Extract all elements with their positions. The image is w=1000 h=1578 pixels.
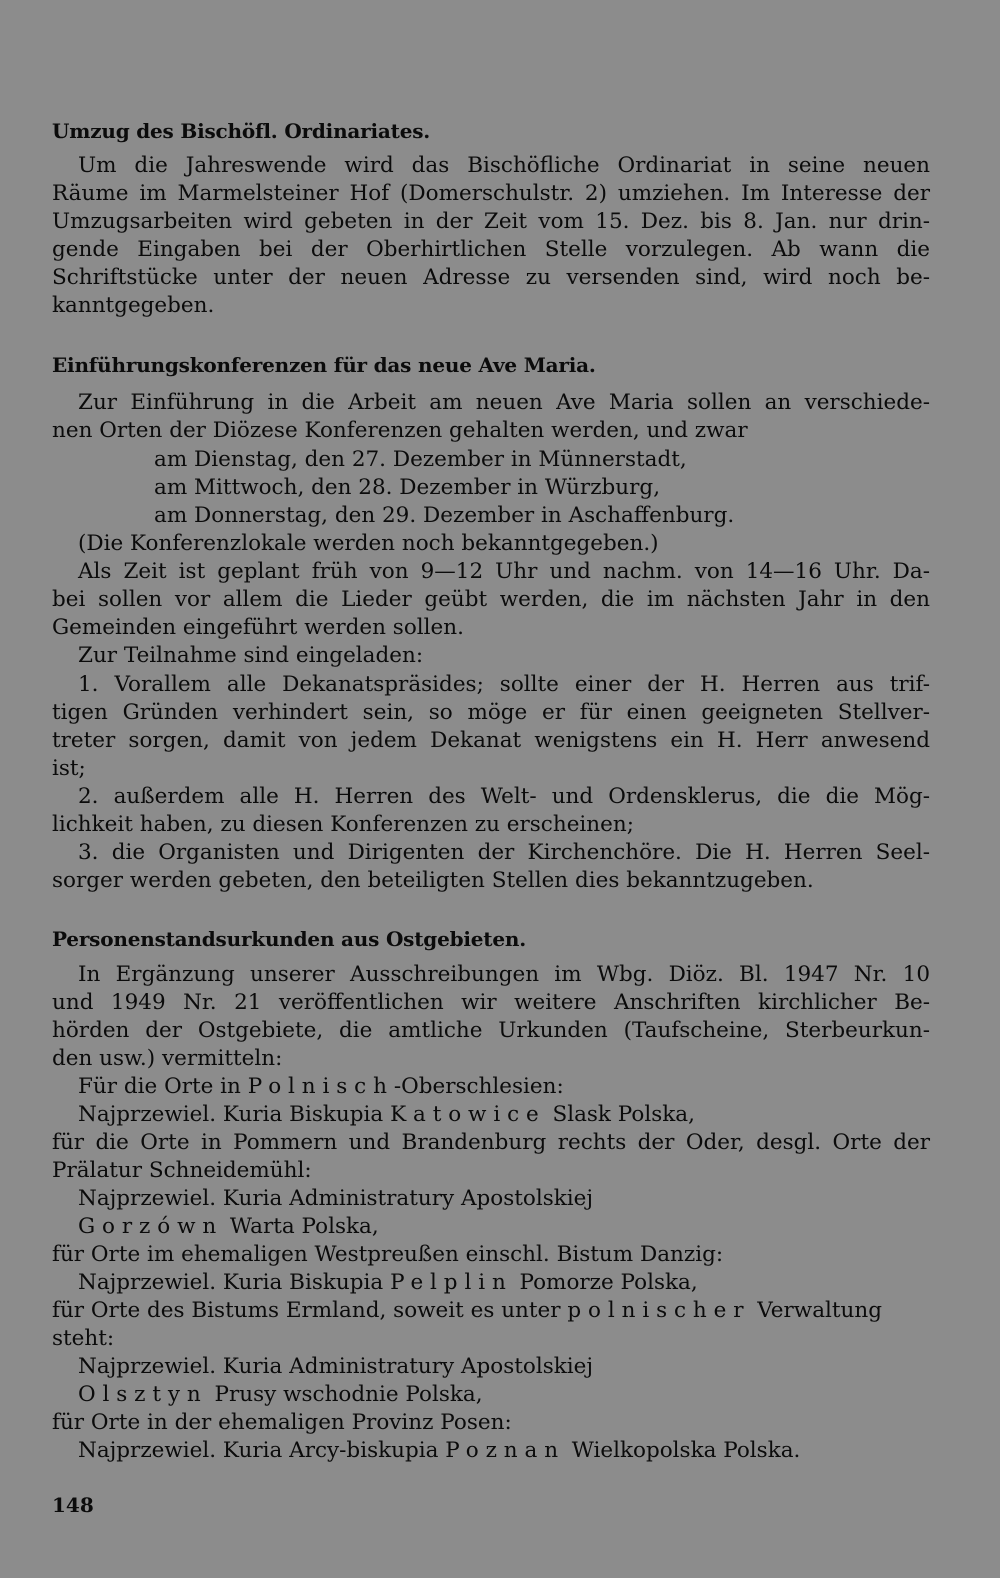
- text-run: Najprzewiel. Kuria Arcy-biskupia: [78, 1438, 446, 1463]
- paragraph-line: In Ergänzung unserer Ausschreibungen im Wbg. Diöz. Bl. 1947 Nr. 10: [78, 962, 930, 987]
- list-item-line: 3. die Organisten und Dirigenten der Kirchenchöre. Die H. Herren Seel-: [78, 840, 930, 865]
- list-item-line: ist;: [52, 756, 86, 781]
- spaced-text: Olsztyn: [78, 1382, 208, 1407]
- text-run: Verwaltung: [750, 1298, 882, 1323]
- spaced-text: Gorzówn: [78, 1214, 224, 1239]
- list-item-line: lichkeit haben, zu diesen Konferenzen zu erscheinen;: [52, 812, 634, 837]
- paragraph-line: nen Orten der Diözese Konferenzen gehalten werden, und zwar: [52, 418, 748, 443]
- paragraph-line: und 1949 Nr. 21 veröffentlichen wir weitere Anschriften kirchlicher Be-: [52, 990, 930, 1015]
- paragraph-line: für Orte in der ehemaligen Provinz Posen:: [52, 1410, 512, 1435]
- paragraph-line: Um die Jahreswende wird das Bischöfliche Ordinariat in seine neuen: [78, 153, 930, 178]
- paragraph-line: gende Eingaben bei der Oberhirtlichen Stelle vorzulegen. Ab wann die: [52, 237, 930, 262]
- spaced-text: Polnisch: [247, 1074, 394, 1099]
- address-line: [78, 1437, 800, 1465]
- paragraph-line: Als Zeit ist geplant früh von 9—12 Uhr und nachm. von 14—16 Uhr. Da-: [78, 559, 930, 584]
- address-line: Najprzewiel. Kuria Administratury Apostolskiej: [78, 1354, 594, 1379]
- text-run: Najprzewiel. Kuria Biskupia: [78, 1102, 391, 1127]
- list-item-line: 1. Vorallem alle Dekanatspräsides; sollte einer der H. Herren aus trif-: [78, 672, 930, 697]
- paragraph-line: Räume im Marmelsteiner Hof (Domerschulstr. 2) umziehen. Im Interesse der: [52, 181, 930, 206]
- address-line: [78, 1213, 379, 1241]
- address-line: [78, 1101, 695, 1129]
- paragraph-line: den usw.) vermitteln:: [52, 1046, 283, 1071]
- address-line: [78, 1381, 483, 1409]
- list-item-line: tigen Gründen verhindert sein, so möge er für einen geeigneten Stellver-: [52, 700, 930, 725]
- section-heading: Umzug des Bischöfl. Ordinariates.: [52, 119, 431, 143]
- paragraph-line: Zur Teilnahme sind eingeladen:: [78, 643, 424, 668]
- paragraph-line: steht:: [52, 1326, 115, 1351]
- paragraph-line: für die Orte in Pommern und Brandenburg rechts der Oder, desgl. Orte der: [52, 1130, 930, 1155]
- address-line: [78, 1073, 564, 1101]
- paragraph-line: bei sollen vor allem die Lieder geübt werden, die im nächsten Jahr in den: [52, 587, 930, 612]
- section-heading: Einführungskonferenzen für das neue Ave Maria.: [52, 353, 596, 377]
- paragraph-line: (Die Konferenzlokale werden noch bekanntgegeben.): [78, 531, 659, 556]
- date-line: am Mittwoch, den 28. Dezember in Würzburg,: [154, 475, 661, 500]
- paragraph-line: Gemeinden eingeführt werden sollen.: [52, 615, 464, 640]
- text-run: -Oberschlesien:: [393, 1074, 564, 1099]
- paragraph-line: für Orte im ehemaligen Westpreußen einschl. Bistum Danzig:: [52, 1242, 724, 1267]
- paragraph-line: Schriftstücke unter der neuen Adresse zu versenden sind, wird noch be-: [52, 265, 930, 290]
- list-item-line: sorger werden gebeten, den beteiligten Stellen dies bekanntzugeben.: [52, 868, 814, 893]
- paragraph-line: Umzugsarbeiten wird gebeten in der Zeit vom 15. Dez. bis 8. Jan. nur drin-: [52, 209, 930, 234]
- spaced-text: Katowice: [390, 1102, 546, 1127]
- paragraph-line: [52, 1297, 882, 1325]
- spaced-text: Poznan: [445, 1438, 565, 1463]
- text-run: Slask Polska,: [545, 1102, 695, 1127]
- spaced-text: Pelplin: [390, 1270, 513, 1295]
- paragraph-line: Zur Einführung in die Arbeit am neuen Ave Maria sollen an verschiede-: [78, 390, 930, 415]
- text-run: Pomorze Polska,: [512, 1270, 698, 1295]
- paragraph-line: hörden der Ostgebiete, die amtliche Urkunden (Taufscheine, Sterbeurkun-: [52, 1018, 930, 1043]
- paragraph-line: Prälatur Schneidemühl:: [52, 1158, 312, 1183]
- text-run: Für die Orte in: [78, 1074, 248, 1099]
- section-heading: Personenstandsurkunden aus Ostgebieten.: [52, 927, 526, 951]
- text-run: Prusy wschodnie Polska,: [207, 1382, 483, 1407]
- text-run: Warta Polska,: [223, 1214, 379, 1239]
- text-run: für Orte des Bistums Ermland, soweit es unter: [52, 1298, 568, 1323]
- address-line: Najprzewiel. Kuria Administratury Apostolskiej: [78, 1186, 594, 1211]
- date-line: am Dienstag, den 27. Dezember in Münnerstadt,: [154, 447, 687, 472]
- list-item-line: 2. außerdem alle H. Herren des Welt- und Ordensklerus, die die Mög-: [78, 784, 930, 809]
- page-number: 148: [52, 1493, 94, 1517]
- paragraph-line: kanntgegeben.: [52, 293, 215, 318]
- date-line: am Donnerstag, den 29. Dezember in Aschaffenburg.: [154, 503, 735, 528]
- address-line: [78, 1269, 698, 1297]
- text-run: Wielkopolska Polska.: [564, 1438, 801, 1463]
- list-item-line: treter sorgen, damit von jedem Dekanat wenigstens ein H. Herr anwesend: [52, 728, 930, 753]
- spaced-text: polnischer: [567, 1298, 751, 1323]
- text-run: Najprzewiel. Kuria Biskupia: [78, 1270, 391, 1295]
